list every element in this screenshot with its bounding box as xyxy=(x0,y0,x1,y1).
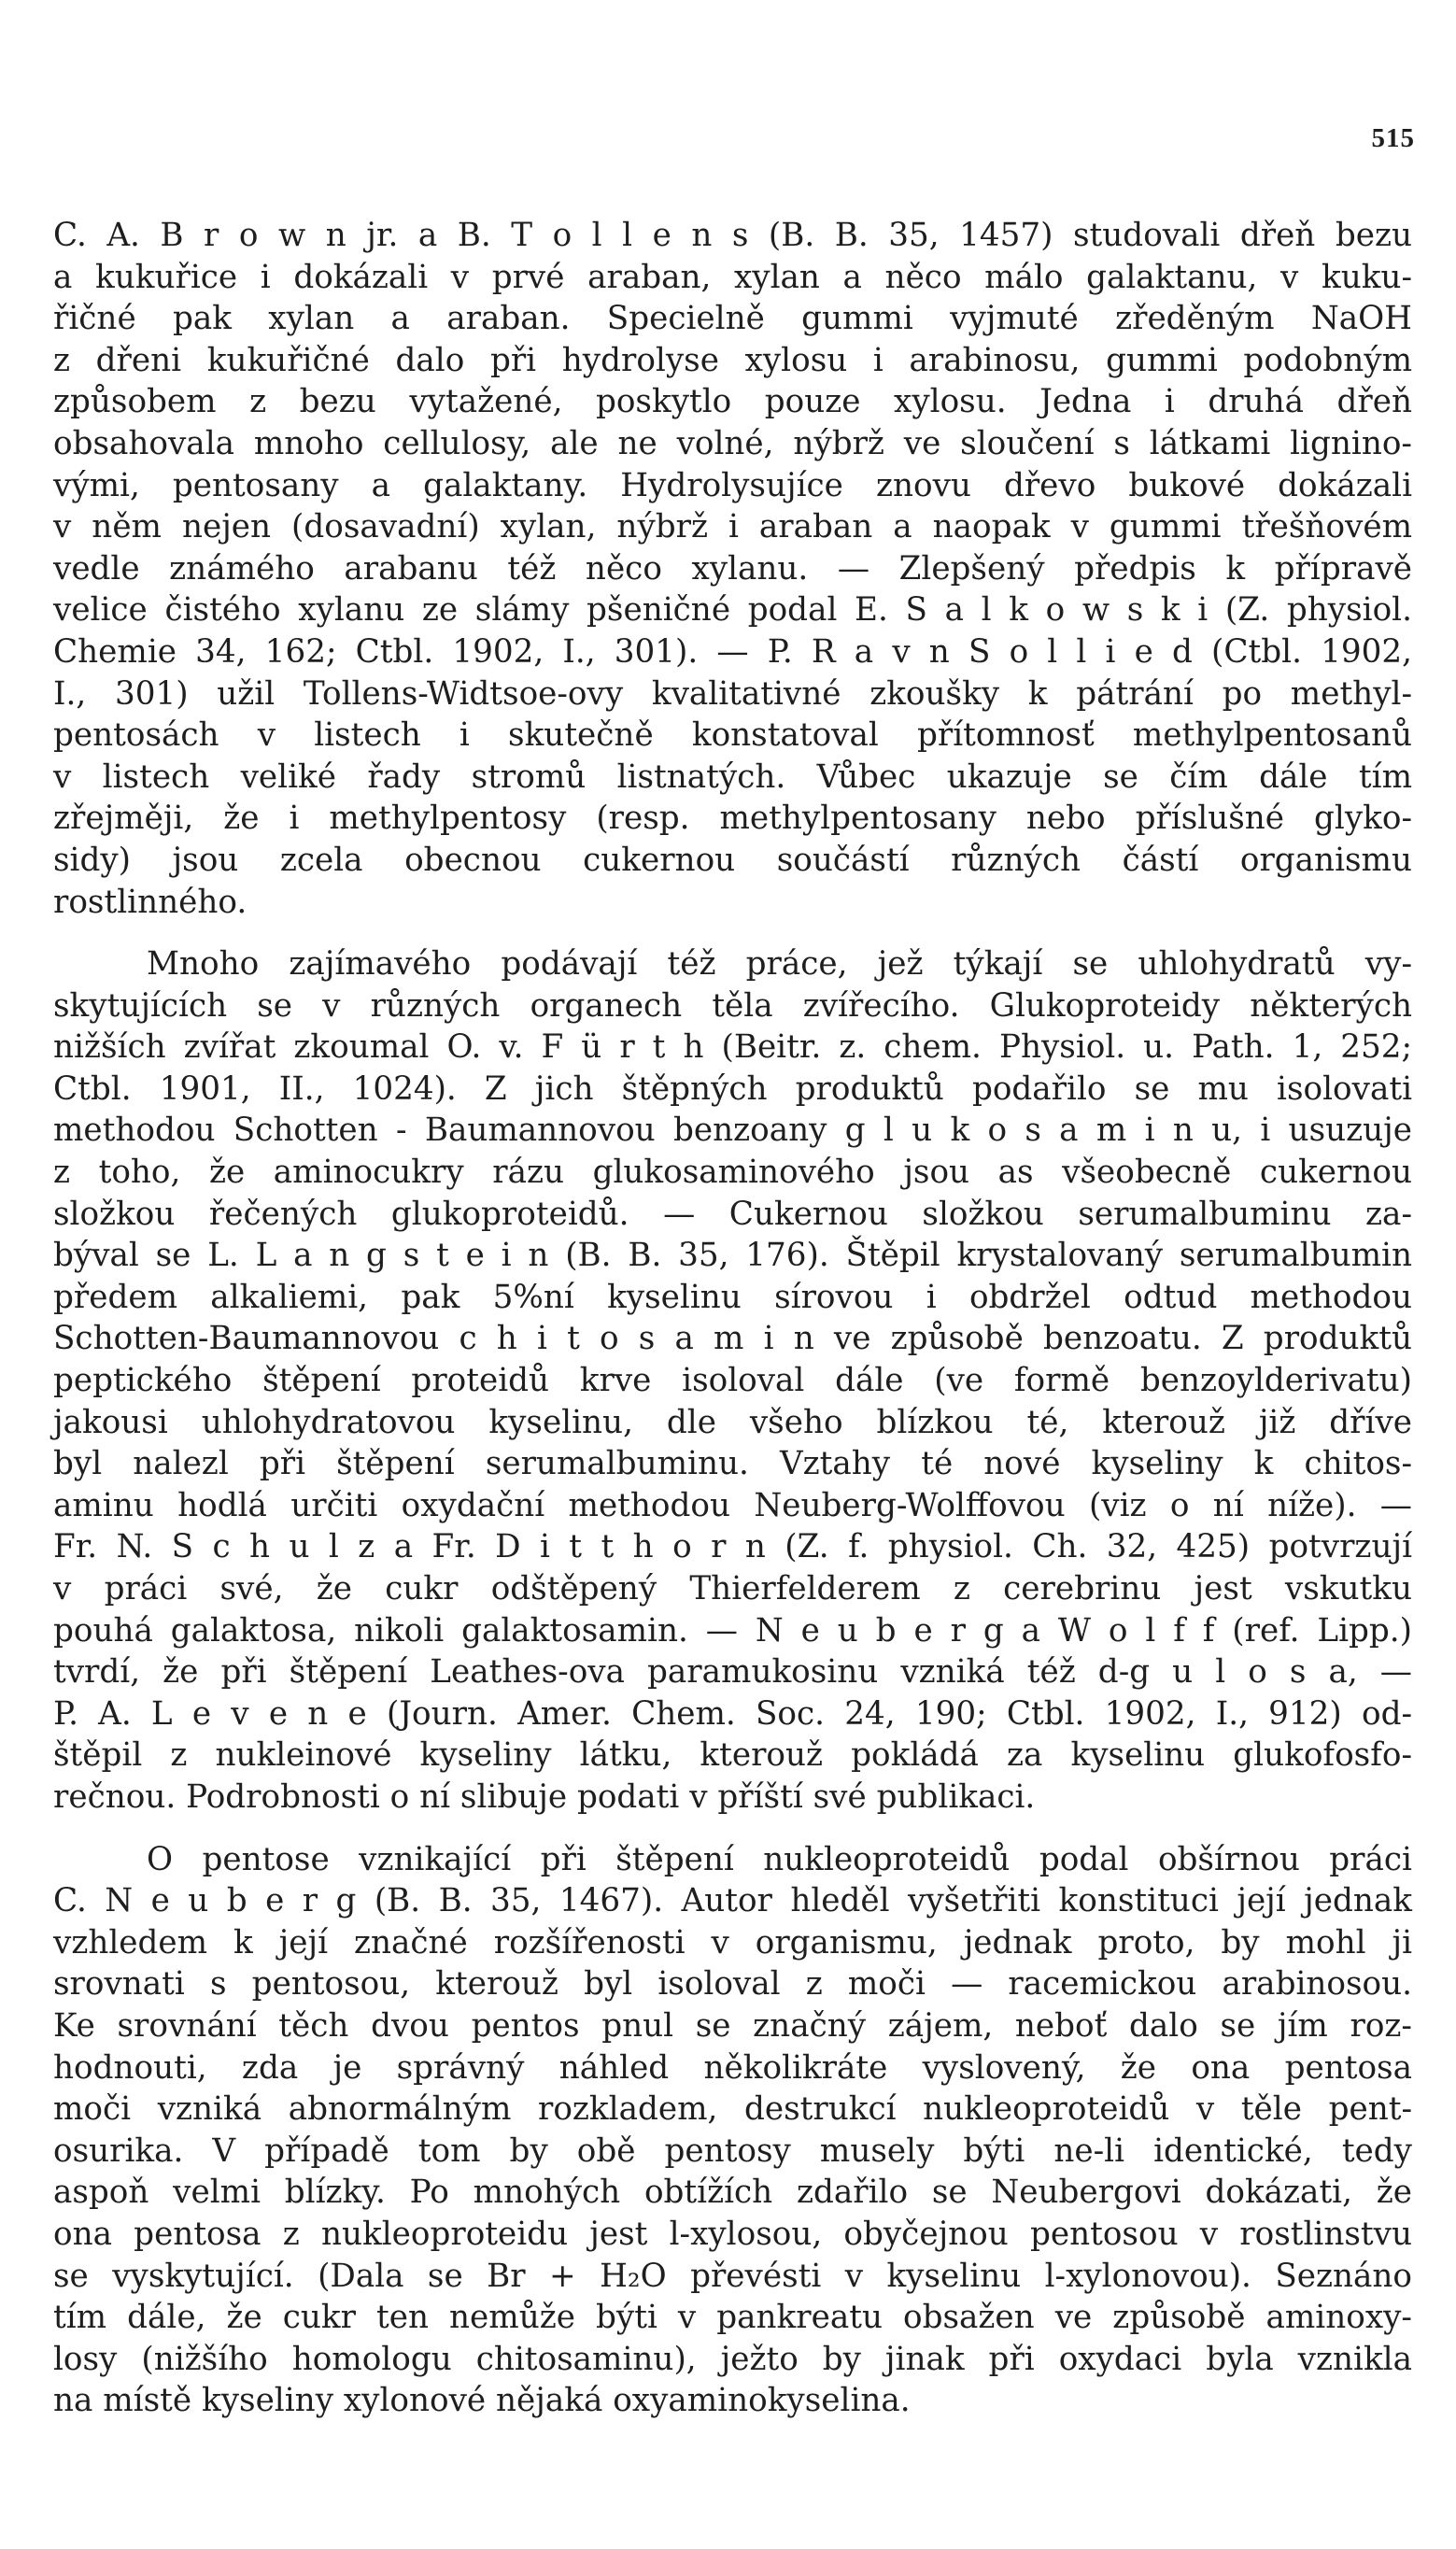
text-line: Ctbl. 1901, II., 1024). Z jich štěpných produktů podařilo se mu isolovati xyxy=(53,1069,1412,1108)
text-line: osurika. V případě tom by obě pentosy musely býti ne-li identické, tedy xyxy=(53,2131,1412,2170)
text-line: býval se L. L a n g s t e i n (B. B. 35, 176). Štěpil krystalovaný serumalbumin xyxy=(53,1237,1412,1275)
text-line: rostlinného. xyxy=(53,883,247,921)
text-line: z dřeni kukuřičné dalo při hydrolyse xylosu i arabinosu, gummi podobným xyxy=(53,341,1412,379)
text-line: předem alkaliemi, pak 5%ní kyselinu sírovou i obdržel odtud methodou xyxy=(53,1278,1412,1316)
text-line: methodou Schotten - Baumannovou benzoany g l u k o s a m i n u, i usuzuje xyxy=(53,1112,1412,1150)
text-line: vedle známého arabanu též něco xylanu. — Zlepšený předpis k přípravě xyxy=(53,549,1412,588)
body-text xyxy=(53,215,1412,2422)
text-line: na místě kyseliny xylonové nějaká oxyaminokyselina. xyxy=(53,2382,911,2420)
text-line: tvrdí, že při štěpení Leathes-ova paramukosinu vzniká též d-g u l o s a, — xyxy=(53,1653,1412,1692)
paragraph-2 xyxy=(53,943,1412,1818)
text-line: Ke srovnání těch dvou pentos pnul se značný zájem, neboť dalo se jím roz- xyxy=(53,2006,1412,2045)
text-line: aminu hodlá určiti oxydační methodou Neuberg-Wolffovou (viz o ní níže). — xyxy=(53,1486,1412,1524)
text-line: velice čistého xylanu ze slámy pšeničné podal E. S a l k o w s k i (Z. physiol. xyxy=(53,591,1412,630)
text-line: O pentose vznikající při štěpení nukleoproteidů podal obšírnou práci xyxy=(147,1840,1412,1878)
text-line: pentosách v listech i skutečně konstatoval přítomnosť methylpentosanů xyxy=(53,716,1412,755)
text-line: složkou řečených glukoproteidů. — Cukernou složkou serumalbuminu za- xyxy=(53,1195,1412,1233)
text-line: srovnati s pentosou, kterouž byl isoloval z moči — racemickou arabinosou. xyxy=(53,1965,1412,2004)
text-line: pouhá galaktosa, nikoli galaktosamin. — N e u b e r g a W o l f f (ref. Lipp.) xyxy=(53,1611,1412,1650)
paragraph-3 xyxy=(53,1839,1412,2422)
text-line: C. N e u b e r g (B. B. 35, 1467). Autor hleděl vyšetřiti konstituci její jednak xyxy=(53,1882,1412,1920)
text-line: se vyskytující. (Dala se Br + H₂O převésti v kyselinu l-xylonovou). Seznáno xyxy=(53,2257,1412,2295)
text-line: aspoň velmi blízky. Po mnohých obtížích zdařilo se Neubergovi dokázati, že xyxy=(53,2174,1412,2212)
text-line: zřejměji, že i methylpentosy (resp. methylpentosany nebo příslušné glyko- xyxy=(53,800,1412,838)
text-line: sidy) jsou zcela obecnou cukernou součástí různých částí organismu xyxy=(53,841,1412,879)
text-line: řičné pak xylan a araban. Specielně gummi vyjmuté zředěným NaOH xyxy=(53,300,1412,338)
text-line: P. A. L e v e n e (Journ. Amer. Chem. Soc. 24, 190; Ctbl. 1902, I., 912) od- xyxy=(53,1694,1412,1733)
text-line: losy (nižšího homologu chitosaminu), ježto by jinak při oxydaci byla vznikla xyxy=(53,2340,1412,2378)
text-line: skytujících se v různých organech těla zvířecího. Glukoproteidy některých xyxy=(53,986,1412,1025)
text-line: v práci své, že cukr odštěpený Thierfelderem z cerebrinu jest vskutku xyxy=(53,1570,1412,1607)
text-line: C. A. B r o w n jr. a B. T o l l e n s (B. B. 35, 1457) studovali dřeň bezu xyxy=(53,217,1412,254)
text-line: Mnoho zajímavého podávají též práce, jež týkají se uhlohydratů vy- xyxy=(147,945,1412,984)
text-line: vzhledem k její značné rozšířenosti v organismu, jednak proto, by mohl ji xyxy=(53,1923,1412,1961)
text-line: Schotten-Baumannovou c h i t o s a m i n ve způsobě benzoatu. Z produktů xyxy=(53,1320,1412,1358)
text-line: a kukuřice i dokázali v prvé araban, xylan a něco málo galaktanu, v kuku- xyxy=(53,258,1412,296)
text-line: jakousi uhlohydratovou kyselinu, dle všeho blízkou té, kterouž již dříve xyxy=(53,1403,1412,1441)
text-line: nižších zvířat zkoumal O. v. F ü r t h (Beitr. z. chem. Physiol. u. Path. 1, 252; xyxy=(53,1028,1412,1067)
text-line: obsahovala mnoho cellulosy, ale ne volné, nýbrž ve sloučení s látkami lignino- xyxy=(53,424,1412,462)
text-line: hodnouti, zda je správný náhled několikráte vyslovený, že ona pentosa xyxy=(53,2048,1412,2087)
text-line: I., 301) užil Tollens-Widtsoe-ovy kvalitativné zkoušky k pátrání po methyl- xyxy=(53,674,1412,713)
paragraph-1 xyxy=(53,215,1412,923)
text-line: peptického štěpení proteidů krve isoloval dále (ve formě benzoylderivatu) xyxy=(53,1362,1412,1400)
text-line: tím dále, že cukr ten nemůže býti v pankreatu obsažen ve způsobě aminoxy- xyxy=(53,2299,1412,2337)
text-line: ona pentosa z nukleoproteidu jest l-xylosou, obyčejnou pentosou v rostlinstvu xyxy=(53,2215,1412,2253)
text-line: moči vzniká abnormálným rozkladem, destrukcí nukleoproteidů v těle pent- xyxy=(53,2090,1412,2129)
text-line: štěpil z nukleinové kyseliny látku, kterouž pokládá za kyselinu glukofosfo- xyxy=(53,1736,1412,1775)
text-line: způsobem z bezu vytažené, poskytlo pouze xylosu. Jedna i druhá dřeň xyxy=(53,383,1412,421)
text-line: rečnou. Podrobnosti o ní slibuje podati v příští své publikaci. xyxy=(53,1777,1036,1816)
text-line: vými, pentosany a galaktany. Hydrolysujíce znovu dřevo bukové dokázali xyxy=(53,466,1412,504)
text-line: z toho, že aminocukry rázu glukosaminového jsou as všeobecně cukernou xyxy=(53,1154,1412,1192)
page-number: 515 xyxy=(1371,123,1415,153)
text-line: Fr. N. S c h u l z a Fr. D i t t h o r n (Z. f. physiol. Ch. 32, 425) potvrzují xyxy=(53,1528,1412,1566)
text-line: byl nalezl při štěpení serumalbuminu. Vztahy té nové kyseliny k chitos- xyxy=(53,1445,1412,1483)
text-line: v listech veliké řady stromů listnatých. Vůbec ukazuje se čím dále tím xyxy=(53,758,1412,796)
text-line: v něm nejen (dosavadní) xylan, nýbrž i araban a naopak v gummi třešňovém xyxy=(53,508,1412,546)
text-line: Chemie 34, 162; Ctbl. 1902, I., 301). — P. R a v n S o l l i e d (Ctbl. 1902, xyxy=(53,632,1412,671)
